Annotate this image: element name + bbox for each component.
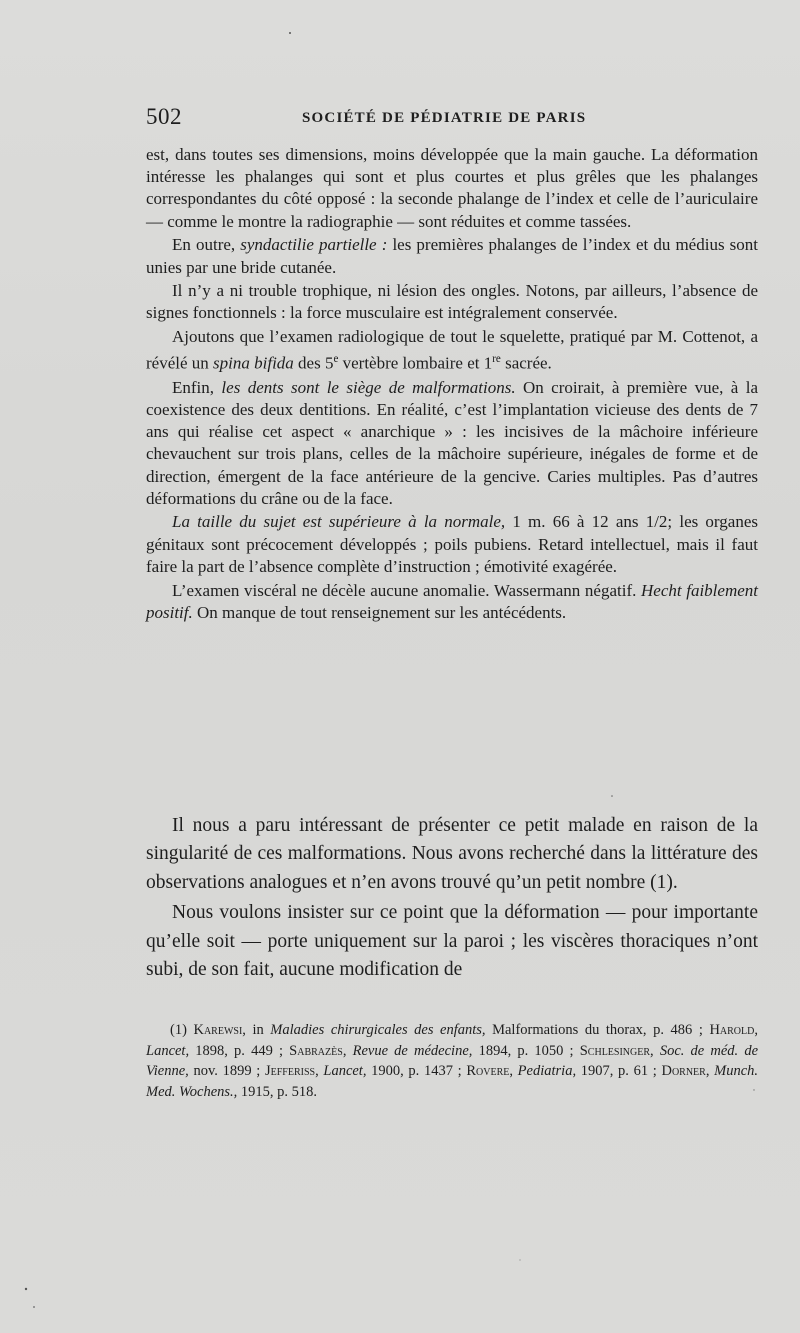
author-name: Sabrazès [289, 1042, 343, 1059]
body-text [146, 144, 758, 625]
italic-text: Maladies chirurgicales des enfants, [270, 1022, 486, 1038]
paragraph [146, 580, 758, 624]
text-run: 1915, p. 518. [237, 1083, 318, 1100]
text-run: , [754, 1022, 758, 1038]
page-header [146, 104, 756, 134]
text-run: vertèbre lombaire et 1 [338, 353, 493, 373]
paragraph [146, 280, 758, 324]
text-run: 1907, p. 61 ; [576, 1063, 662, 1079]
author-name: Schlesinger [579, 1042, 651, 1059]
author-name: Jefferiss [264, 1063, 316, 1079]
paragraph [146, 511, 758, 578]
italic-text: La taille du sujet est supérieure à la normale, [172, 512, 506, 532]
text-run: Nous voulons insister sur ce point que la déformation — pour importante qu’elle soit — porte uniquement sur la paroi ; les viscères thoraciques n’ont subi, de son fait, aucune modification de [146, 902, 758, 981]
text-run: les premières phalanges de l’index et du médius sont unies par une bride cutanée. [146, 235, 758, 277]
text-run: des 5 [293, 353, 334, 373]
discussion-text [146, 812, 758, 986]
italic-text: spina bifida [213, 353, 294, 373]
superscript: re [492, 353, 501, 366]
author-name: Rovere [466, 1063, 510, 1079]
text-run: En outre, [172, 235, 241, 255]
author-name: Harold [709, 1022, 755, 1038]
italic-text: Soc. de méd. de Vienne, [146, 1042, 759, 1079]
paragraph [146, 899, 758, 984]
paragraph [146, 326, 758, 375]
text-run: 1894, p. 1050 ; [472, 1042, 580, 1059]
text-run: On croirait, à première vue, à la coexistence des deux dentitions. En réalité, c’est l’implantation vicieuse des dents de 7 ans qui réalise cet aspect « anarchique » : les incisives de la mâchoire inférieure chevauchent sur trois plans, celles de la mâchoire supérieure, inégales de forme et de direction, émergent de la face antérieure de la gencive. Caries multiples. Pas d’autres déformations du crâne ou de la face. [146, 377, 759, 508]
text-run: , in [242, 1022, 271, 1038]
text-run: 1900, p. 1437 ; [366, 1063, 467, 1079]
text-run: Ajoutons que l’examen radiologique de tout le squelette, pratiqué par M. Cottenot, a révélé un [146, 327, 758, 373]
text-run: nov. 1899 ; [188, 1063, 265, 1079]
text-run: Malformations du thorax, p. 486 ; [485, 1022, 710, 1038]
text-run: , [650, 1042, 660, 1059]
text-run: , [342, 1042, 353, 1059]
page-number: 502 [146, 104, 182, 129]
italic-text: les dents sont le siège de malformations. [221, 377, 516, 397]
text-run: L’examen viscéral ne décèle aucune anomalie. Wassermann négatif. [172, 580, 641, 600]
paragraph [146, 234, 758, 278]
paragraph [146, 144, 758, 233]
author-name: Karewsi [193, 1022, 243, 1038]
text-run: , [315, 1063, 324, 1079]
italic-text: Pediatria, [517, 1063, 577, 1079]
text-run: Enfin, [172, 377, 222, 397]
text-run: On manque de tout renseignement sur les antécédents. [192, 602, 567, 622]
italic-text: Hecht faiblement positif. [146, 580, 758, 622]
text-run: sacrée. [500, 353, 552, 373]
text-run: (1) [170, 1022, 194, 1038]
italic-text: Revue de médecine, [352, 1042, 473, 1059]
paragraph [146, 377, 758, 510]
text-run: 1 m. 66 à 12 ans 1/2; les organes génitaux sont précocement développés ; poils pubiens. Retard intellectuel, mais il faut faire la part de l’absence complète d’instruction ; émotivité exagérée. [146, 512, 758, 576]
text-run: Il nous a paru intéressant de présenter ce petit malade en raison de la singularité de ces malformations. Nous avons recherché dans la littérature des observations analogues et n’en avons trouvé qu’un petit nombre (1). [146, 815, 758, 893]
text-run: 1898, p. 449 ; [189, 1042, 290, 1059]
text-run: est, dans toutes ses dimensions, moins développée que la main gauche. La déformation intéresse les phalanges qui sont et plus courtes et plus grêles que les phalanges correspondantes du côté opposé : la seconde phalange de l’index et celle de l’auriculaire — comme le montre la radiographie — sont réduites et comme tassées. [146, 145, 758, 231]
author-name: Dorner [661, 1063, 706, 1079]
running-title: SOCIÉTÉ DE PÉDIATRIE DE PARIS [302, 110, 587, 126]
footnote [146, 1020, 758, 1102]
italic-text: Lancet, [146, 1042, 190, 1059]
paragraph [146, 812, 758, 897]
text-run: , [705, 1063, 715, 1079]
italic-text: syndactilie partielle : [240, 235, 388, 255]
italic-text: Lancet, [323, 1063, 367, 1079]
superscript: e [333, 353, 339, 366]
italic-text: Munch. Med. Wochens., [146, 1063, 759, 1100]
text-run: , [509, 1063, 518, 1079]
text-run: Il n’y a ni trouble trophique, ni lésion des ongles. Notons, par ailleurs, l’absence de signes fonctionnels : la force musculaire est intégralement conservée. [146, 281, 758, 323]
